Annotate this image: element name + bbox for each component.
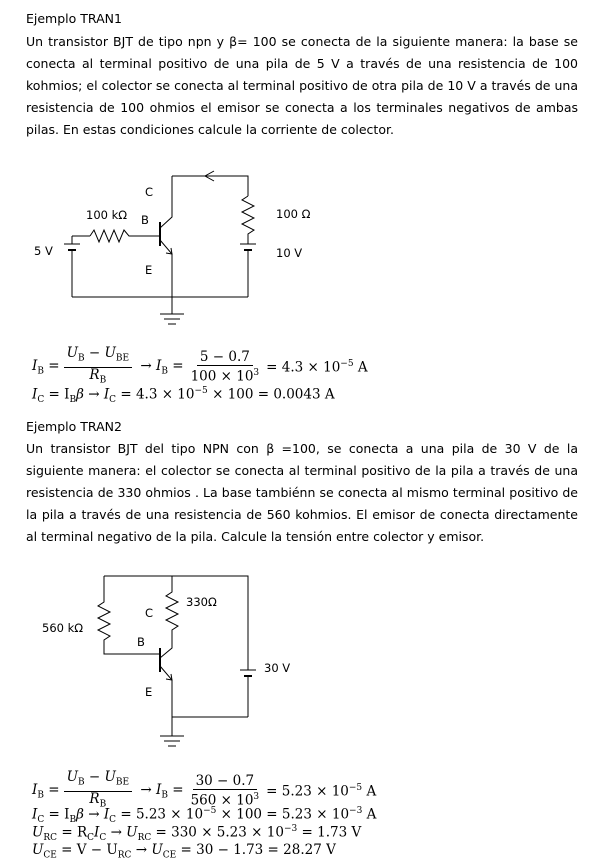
equation-urc-2: $U_{RC} = R_CI_C \to U_{RC} = 330 \times 5.23 \times 10^{-3} = 1.73$ V <box>32 824 362 844</box>
current-arrow <box>205 171 214 181</box>
label-c-1: C <box>145 185 154 199</box>
resistor-rc-1 <box>242 196 254 240</box>
example1-title: Ejemplo TRAN1 <box>26 11 122 26</box>
label-rc-1: 100 Ω <box>276 207 311 221</box>
equation-ib-2: $I_B$ = $\frac{U_B - U_{BE}}{R_B}$ → $I_B$ = $\frac{30 - 0.7}{560 \times 10^3}$ = $5.23 \times 10^{-5}$ A <box>32 769 377 810</box>
equation-ib-1: $I_B$ = $\frac{U_B - U_{BE}}{R_B}$ → $I_B$ = $\frac{5 - 0.7}{100 \times 10^3}$ = $4.3 \times 10^{-5}$ A <box>32 345 368 386</box>
label-rc-2: 330Ω <box>186 595 217 609</box>
label-vb-1: 5 V <box>34 244 53 258</box>
equation-ic-1: $I_C = I_B\beta \to I_C = 4.3 \times 10^{-5} \times 100 = 0.0043$ A <box>32 386 335 406</box>
label-b-1: B <box>141 213 149 227</box>
resistor-rc-2 <box>160 576 178 658</box>
label-e-1: E <box>145 263 153 277</box>
label-c-2: C <box>145 606 154 620</box>
equation-ic-2: $I_C = I_B\beta \to I_C = 5.23 \times 10^{-5} \times 100 = 5.23 \times 10^{-3}$ A <box>32 806 377 826</box>
resistor-rb-2 <box>98 576 148 654</box>
label-rb-2: 560 kΩ <box>42 621 84 635</box>
label-b-2: B <box>137 635 145 649</box>
resistor-rb-1 <box>90 230 160 242</box>
label-rb-1: 100 kΩ <box>86 208 128 222</box>
label-v-2: 30 V <box>264 661 291 675</box>
example2-text: Un transistor BJT del tipo NPN con β =100, se conecta a una pila de 30 V de la siguiente manera: el colector se conecta al terminal positivo de la pila a través de una resistencia de 330 ohmios . La base tambiénn se conecta al mismo terminal positivo de la pila a través de una resistencia de 560 kohmios. El emisor de conecta directamente al terminal negativo de la pila. Calcule la tensión entre colector y emisor. <box>26 441 578 544</box>
equation-uce-2: $U_{CE} = V - U_{RC} \to U_{CE} = 30 - 1.73 = 28.27$ V <box>32 842 336 861</box>
label-e-2: E <box>145 685 153 699</box>
example1-text: Un transistor BJT de tipo npn y β= 100 se conecta de la siguiente manera: la base se conecta al terminal positivo de una pila de 5 V a través de una resistencia de 100 kohmios; el colector se conecta al terminal positivo de otra pila de 10 V a través de una resistencia de 100 ohmios el emisor se conecta a los terminales negativos de ambas pilas. En estas condiciones calcule la corriente de colector. <box>26 34 578 137</box>
label-vc-1: 10 V <box>276 246 303 260</box>
example2-title: Ejemplo TRAN2 <box>26 419 122 434</box>
